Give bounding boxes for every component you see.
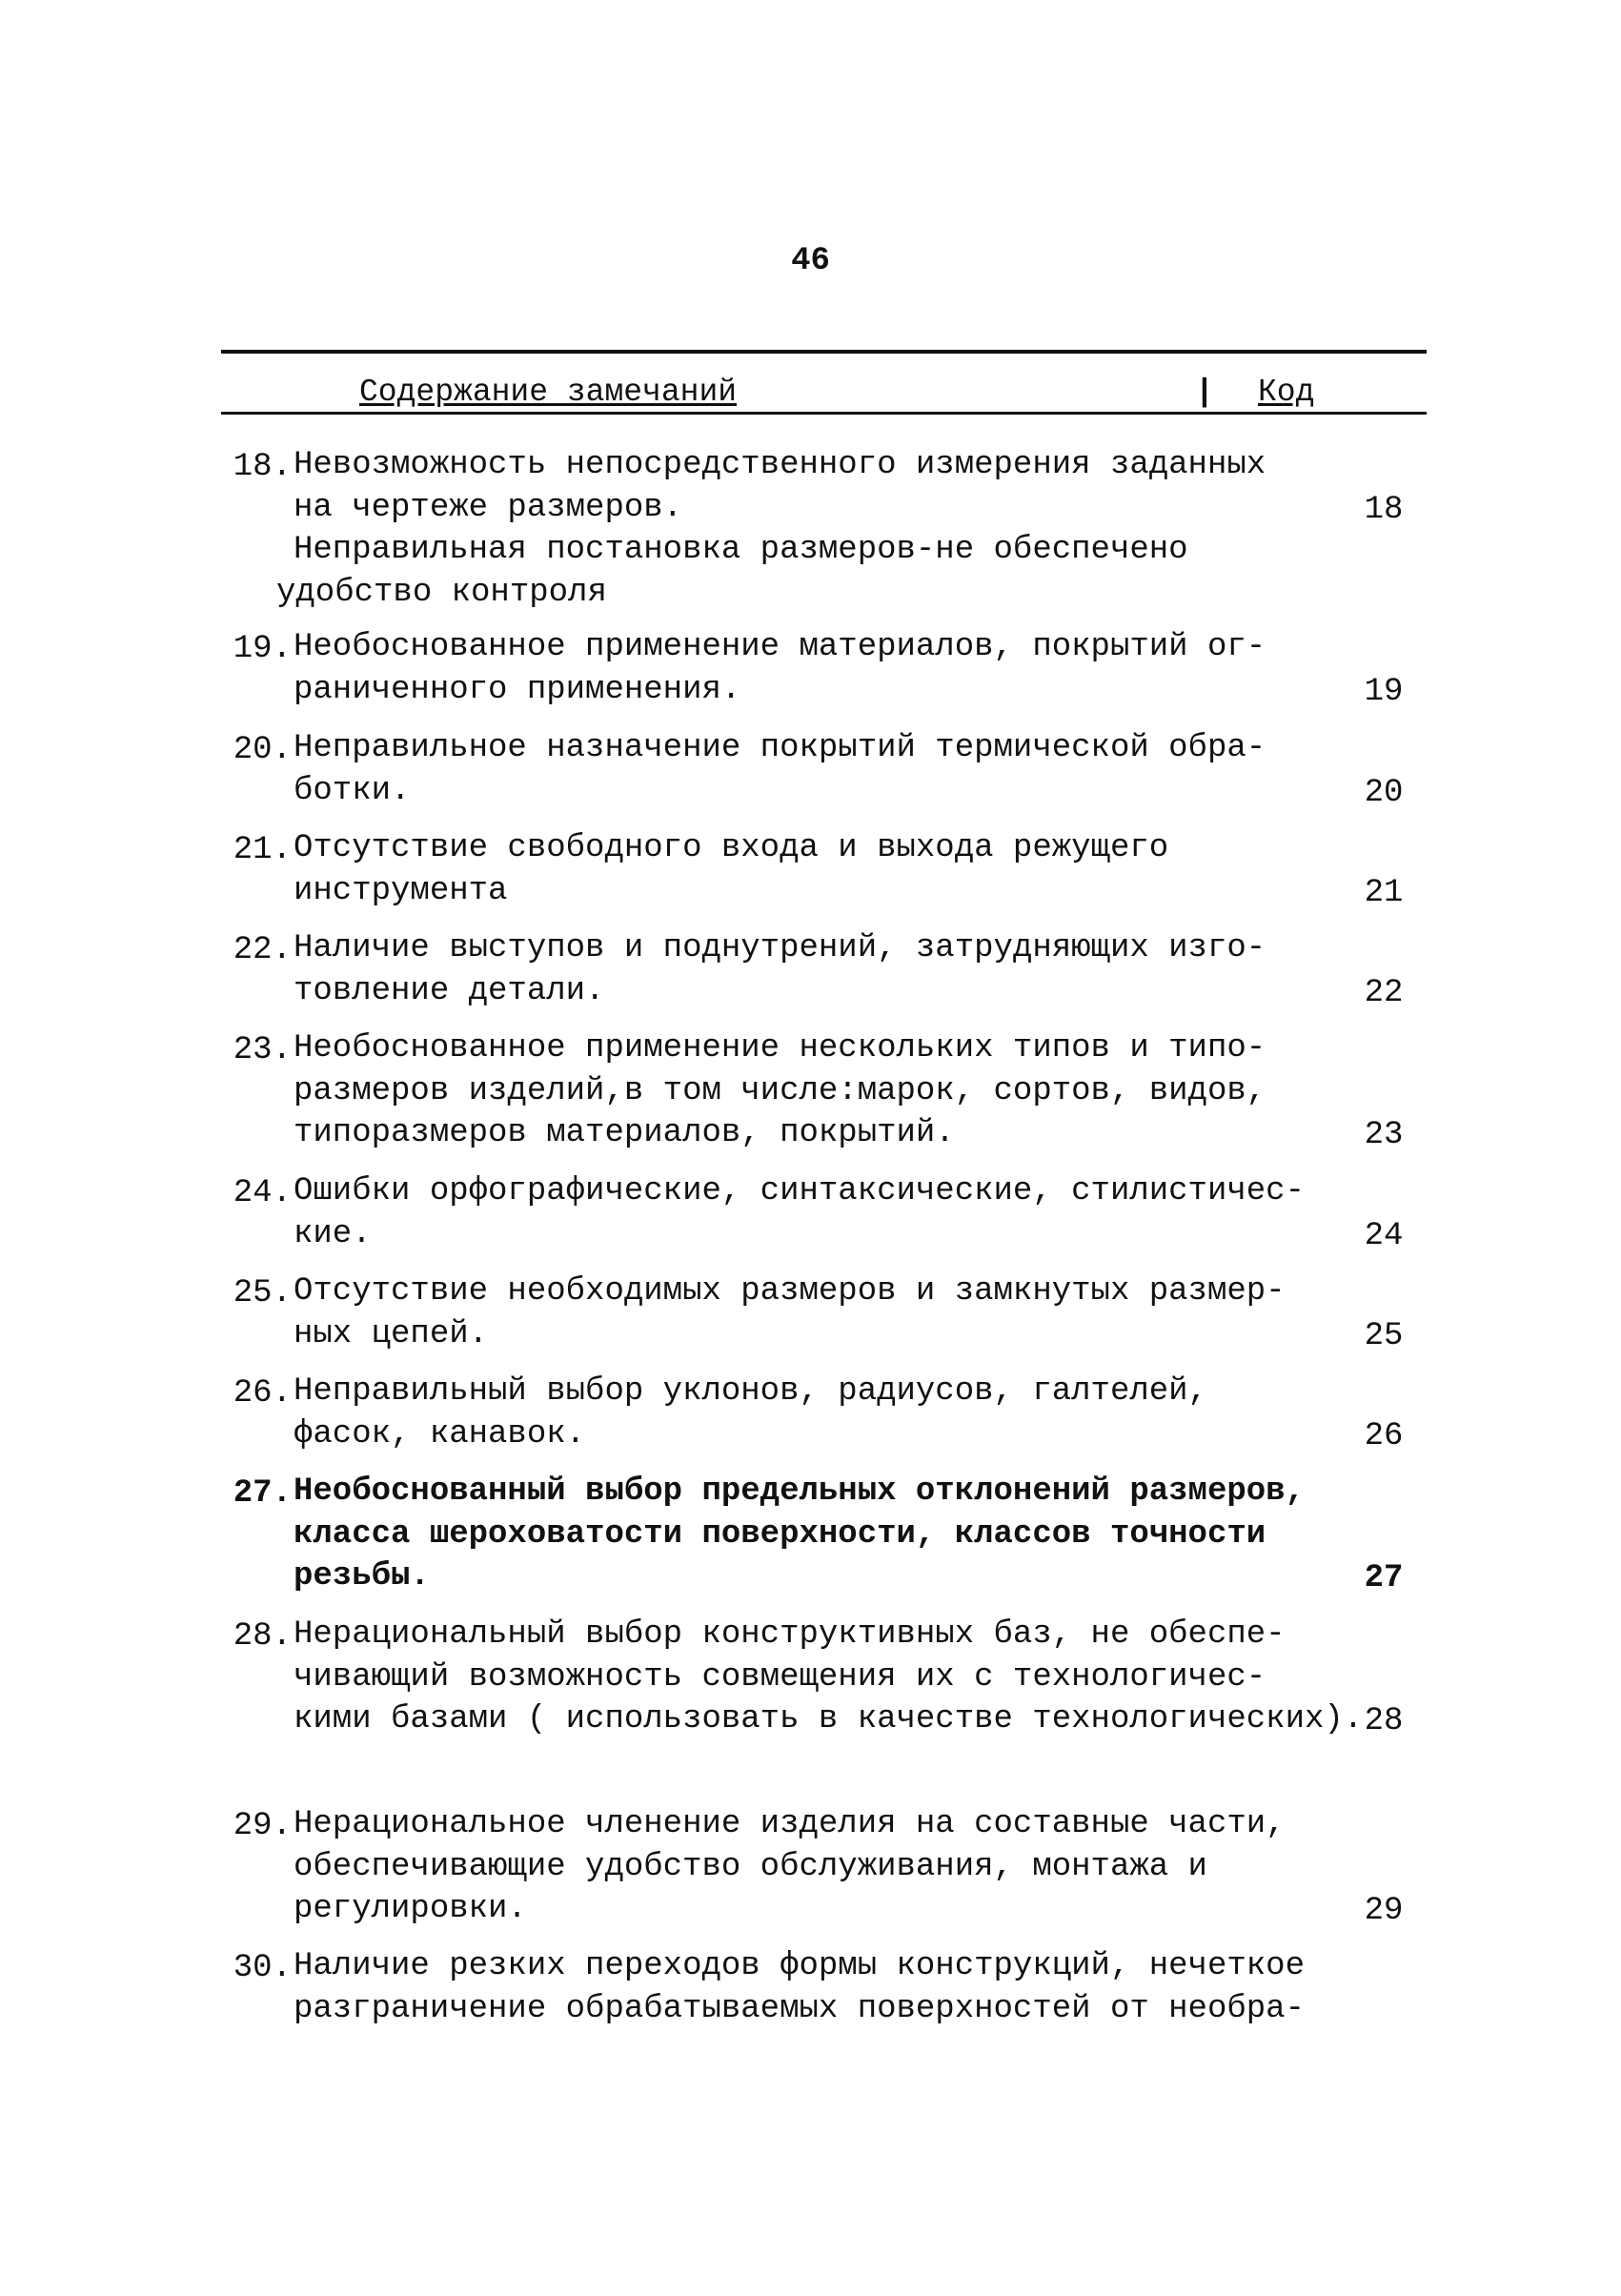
- remark-entry: [221, 1032, 1427, 1155]
- header-underline-rule: [221, 412, 1427, 415]
- remark-text-line: Необоснованное применение нескольких типов и типо-: [294, 1030, 1266, 1067]
- remark-number: 25.: [233, 1275, 292, 1311]
- remark-number: 22.: [233, 932, 292, 968]
- remark-text-line: Ошибки орфографические, синтаксические, стилистичес-: [294, 1173, 1305, 1209]
- remark-text-line: Нерациональное членение изделия на составные части,: [294, 1806, 1286, 1842]
- remark-code: 23: [1364, 1117, 1404, 1153]
- table-top-rule: [221, 350, 1427, 354]
- remark-entry: [221, 1175, 1427, 1256]
- remark-entry: [221, 1275, 1427, 1356]
- remark-text-line: фасок, канавок.: [294, 1416, 586, 1453]
- remark-number: 20.: [233, 732, 292, 768]
- remark-number: 19.: [233, 631, 292, 667]
- remark-text-line: класса шероховатости поверхности, классов точности: [294, 1516, 1266, 1553]
- remark-code: 20: [1364, 775, 1404, 811]
- remark-number: 18.: [233, 449, 292, 485]
- remark-entry: [221, 1475, 1427, 1598]
- remark-text-line: кими базами ( использовать в качестве технологических).: [294, 1701, 1364, 1737]
- remark-number: 23.: [233, 1032, 292, 1068]
- remark-entry: [221, 832, 1427, 913]
- remark-number: 26.: [233, 1375, 292, 1412]
- remark-text-line: Неправильная постановка размеров-не обеспечено: [294, 532, 1188, 568]
- remark-text-line: Наличие выступов и поднутрений, затрудняющих изго-: [294, 930, 1266, 966]
- remark-text-line: на чертеже размеров.: [294, 490, 683, 526]
- remark-entry: [221, 932, 1427, 1013]
- header-separator: |: [1195, 375, 1214, 410]
- remark-text-line: разграничение обрабатываемых поверхностей от необра-: [294, 1991, 1305, 2027]
- remark-code: 28: [1364, 1703, 1404, 1739]
- remark-text-line: Отсутствие необходимых размеров и замкнутых размер-: [294, 1273, 1286, 1310]
- remark-text-line: Необоснованное применение материалов, покрытий ог-: [294, 629, 1266, 665]
- remark-code: 24: [1364, 1218, 1404, 1254]
- remark-number: 29.: [233, 1808, 292, 1844]
- remark-number: 30.: [233, 1950, 292, 1986]
- header-code-column: Код: [1258, 375, 1315, 410]
- remark-text-line: Необоснованный выбор предельных отклонений размеров,: [294, 1473, 1305, 1510]
- remark-number: 21.: [233, 832, 292, 868]
- remark-text-line: Неправильный выбор уклонов, радиусов, галтелей,: [294, 1373, 1207, 1410]
- remark-code: 29: [1364, 1893, 1404, 1929]
- remark-text-line: Отсутствие свободного входа и выхода режущего: [294, 830, 1169, 866]
- remark-text-line: резьбы.: [294, 1558, 430, 1595]
- table-header: [221, 375, 1427, 415]
- remark-entry: [221, 449, 1427, 615]
- remark-text-line: инструмента: [294, 873, 508, 909]
- remark-entry: [221, 732, 1427, 813]
- remark-text-line: ных цепей.: [294, 1316, 489, 1352]
- remark-text-line: обеспечивающие удобство обслуживания, монтажа и: [294, 1849, 1207, 1885]
- remark-text-line: чивающий возможность совмещения их с технологичес-: [294, 1659, 1266, 1696]
- remark-text-line: удобство контроля: [276, 575, 607, 611]
- remark-code: 19: [1364, 674, 1404, 710]
- remark-text-line: ботки.: [294, 773, 411, 809]
- remark-entry: [221, 1618, 1427, 1741]
- remark-text-line: раниченного применения.: [294, 672, 741, 708]
- remark-text-line: кие.: [294, 1216, 372, 1252]
- remark-text-line: регулировки.: [294, 1891, 527, 1927]
- header-content-column: Содержание замечаний: [359, 375, 738, 410]
- remark-code: 18: [1364, 492, 1404, 528]
- page-number: 46: [791, 243, 830, 279]
- remark-number: 24.: [233, 1175, 292, 1211]
- remark-text-line: Невозможность непосредственного измерения заданных: [294, 447, 1266, 483]
- remark-text-line: товление детали.: [294, 973, 605, 1009]
- remark-text-line: размеров изделий,в том числе:марок, сортов, видов,: [294, 1073, 1266, 1109]
- remark-entry: [221, 1808, 1427, 1931]
- remark-text-line: Неправильное назначение покрытий термической обра-: [294, 730, 1266, 766]
- remark-code: 25: [1364, 1318, 1404, 1354]
- remark-entry: [221, 631, 1427, 712]
- remark-entry: [221, 1375, 1427, 1456]
- remark-number: 27.: [233, 1475, 292, 1512]
- remark-code: 21: [1364, 875, 1404, 911]
- remark-entry: [221, 1950, 1427, 2031]
- remark-text-line: типоразмеров материалов, покрытий.: [294, 1115, 955, 1151]
- remark-text-line: Нерациональный выбор конструктивных баз, не обеспе-: [294, 1616, 1286, 1653]
- remark-code: 27: [1364, 1560, 1404, 1596]
- remark-code: 22: [1364, 975, 1404, 1011]
- remark-text-line: Наличие резких переходов формы конструкций, нечеткое: [294, 1948, 1305, 1984]
- remark-code: 26: [1364, 1418, 1404, 1454]
- remark-number: 28.: [233, 1618, 292, 1655]
